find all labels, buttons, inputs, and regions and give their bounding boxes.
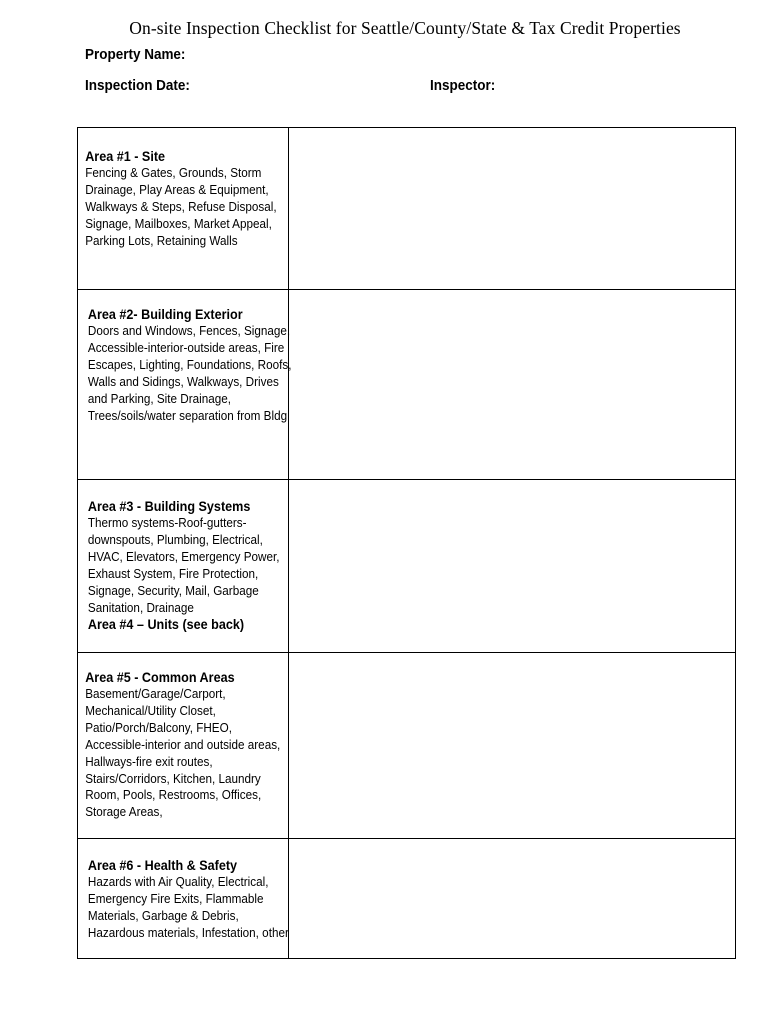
area-1-title: Area #1 - Site <box>85 148 166 164</box>
area-5-title: Area #5 - Common Areas <box>85 669 235 685</box>
area-2-description: Doors and Windows, Fences, Signage, Accessible-interior-outside areas, Fire Escapes, Lighting, Foundations, Roofs, Walls and Sidings, Walkways, Drives and Parking, Site Drainage, Trees/soils/water separation from Bldg <box>87 323 292 423</box>
table-row-area-2 <box>78 290 736 480</box>
inspection-date-label: Inspection Date: <box>85 78 190 94</box>
area-5-notes[interactable] <box>289 653 736 839</box>
area-6-description: Hazards with Air Quality, Electrical, Emergency Fire Exits, Flammable Materials, Garbage & Debris, Hazardous materials, Infestation, other <box>87 874 289 940</box>
inspector-label: Inspector: <box>430 78 496 94</box>
area-2-cell <box>78 290 292 480</box>
area-2-title: Area #2- Building Exterior <box>87 306 243 322</box>
inspection-checklist-table <box>77 127 736 959</box>
area-3-cell <box>78 480 289 653</box>
area-5-description: Basement/Garage/Carport, Mechanical/Utility Closet, Patio/Porch/Balcony, FHEO, Accessible-interior and outside areas, Hallways-fire exit routes, Stairs/Corridors, Kitchen, Laundry Room, Pools, Restrooms, Offices, Storage Areas, <box>85 686 281 820</box>
area-3-notes[interactable] <box>289 480 736 653</box>
area-6-notes[interactable] <box>289 839 736 959</box>
area-1-description: Fencing & Gates, Grounds, Storm Drainage, Play Areas & Equipment, Walkways & Steps, Refuse Disposal, Signage, Mailboxes, Market Appeal, Parking Lots, Retaining Walls <box>85 165 277 248</box>
table-row-area-6 <box>78 839 736 959</box>
area-1-notes[interactable] <box>289 128 736 290</box>
area-3-title: Area #3 - Building Systems <box>87 498 251 514</box>
table-row-area-1 <box>78 128 736 290</box>
area-1-cell <box>78 128 289 290</box>
table-row-area-3 <box>78 480 736 653</box>
area-6-cell <box>78 839 289 959</box>
area-5-cell <box>78 653 289 839</box>
page-title: On-site Inspection Checklist for Seattle/County/State & Tax Credit Properties <box>129 18 681 38</box>
table-row-area-5 <box>78 653 736 839</box>
area-3-description: Thermo systems-Roof-gutters-downspouts, Plumbing, Electrical, HVAC, Elevators, Emergency Power, Exhaust System, Fire Protection, Signage, Security, Mail, Garbage Sanitation, Drainage <box>87 515 280 615</box>
area-4-title: Area #4 – Units (see back) <box>87 616 245 633</box>
area-6-title: Area #6 - Health & Safety <box>87 857 238 873</box>
property-name-label: Property Name: <box>85 47 186 63</box>
area-2-notes[interactable] <box>289 290 736 480</box>
